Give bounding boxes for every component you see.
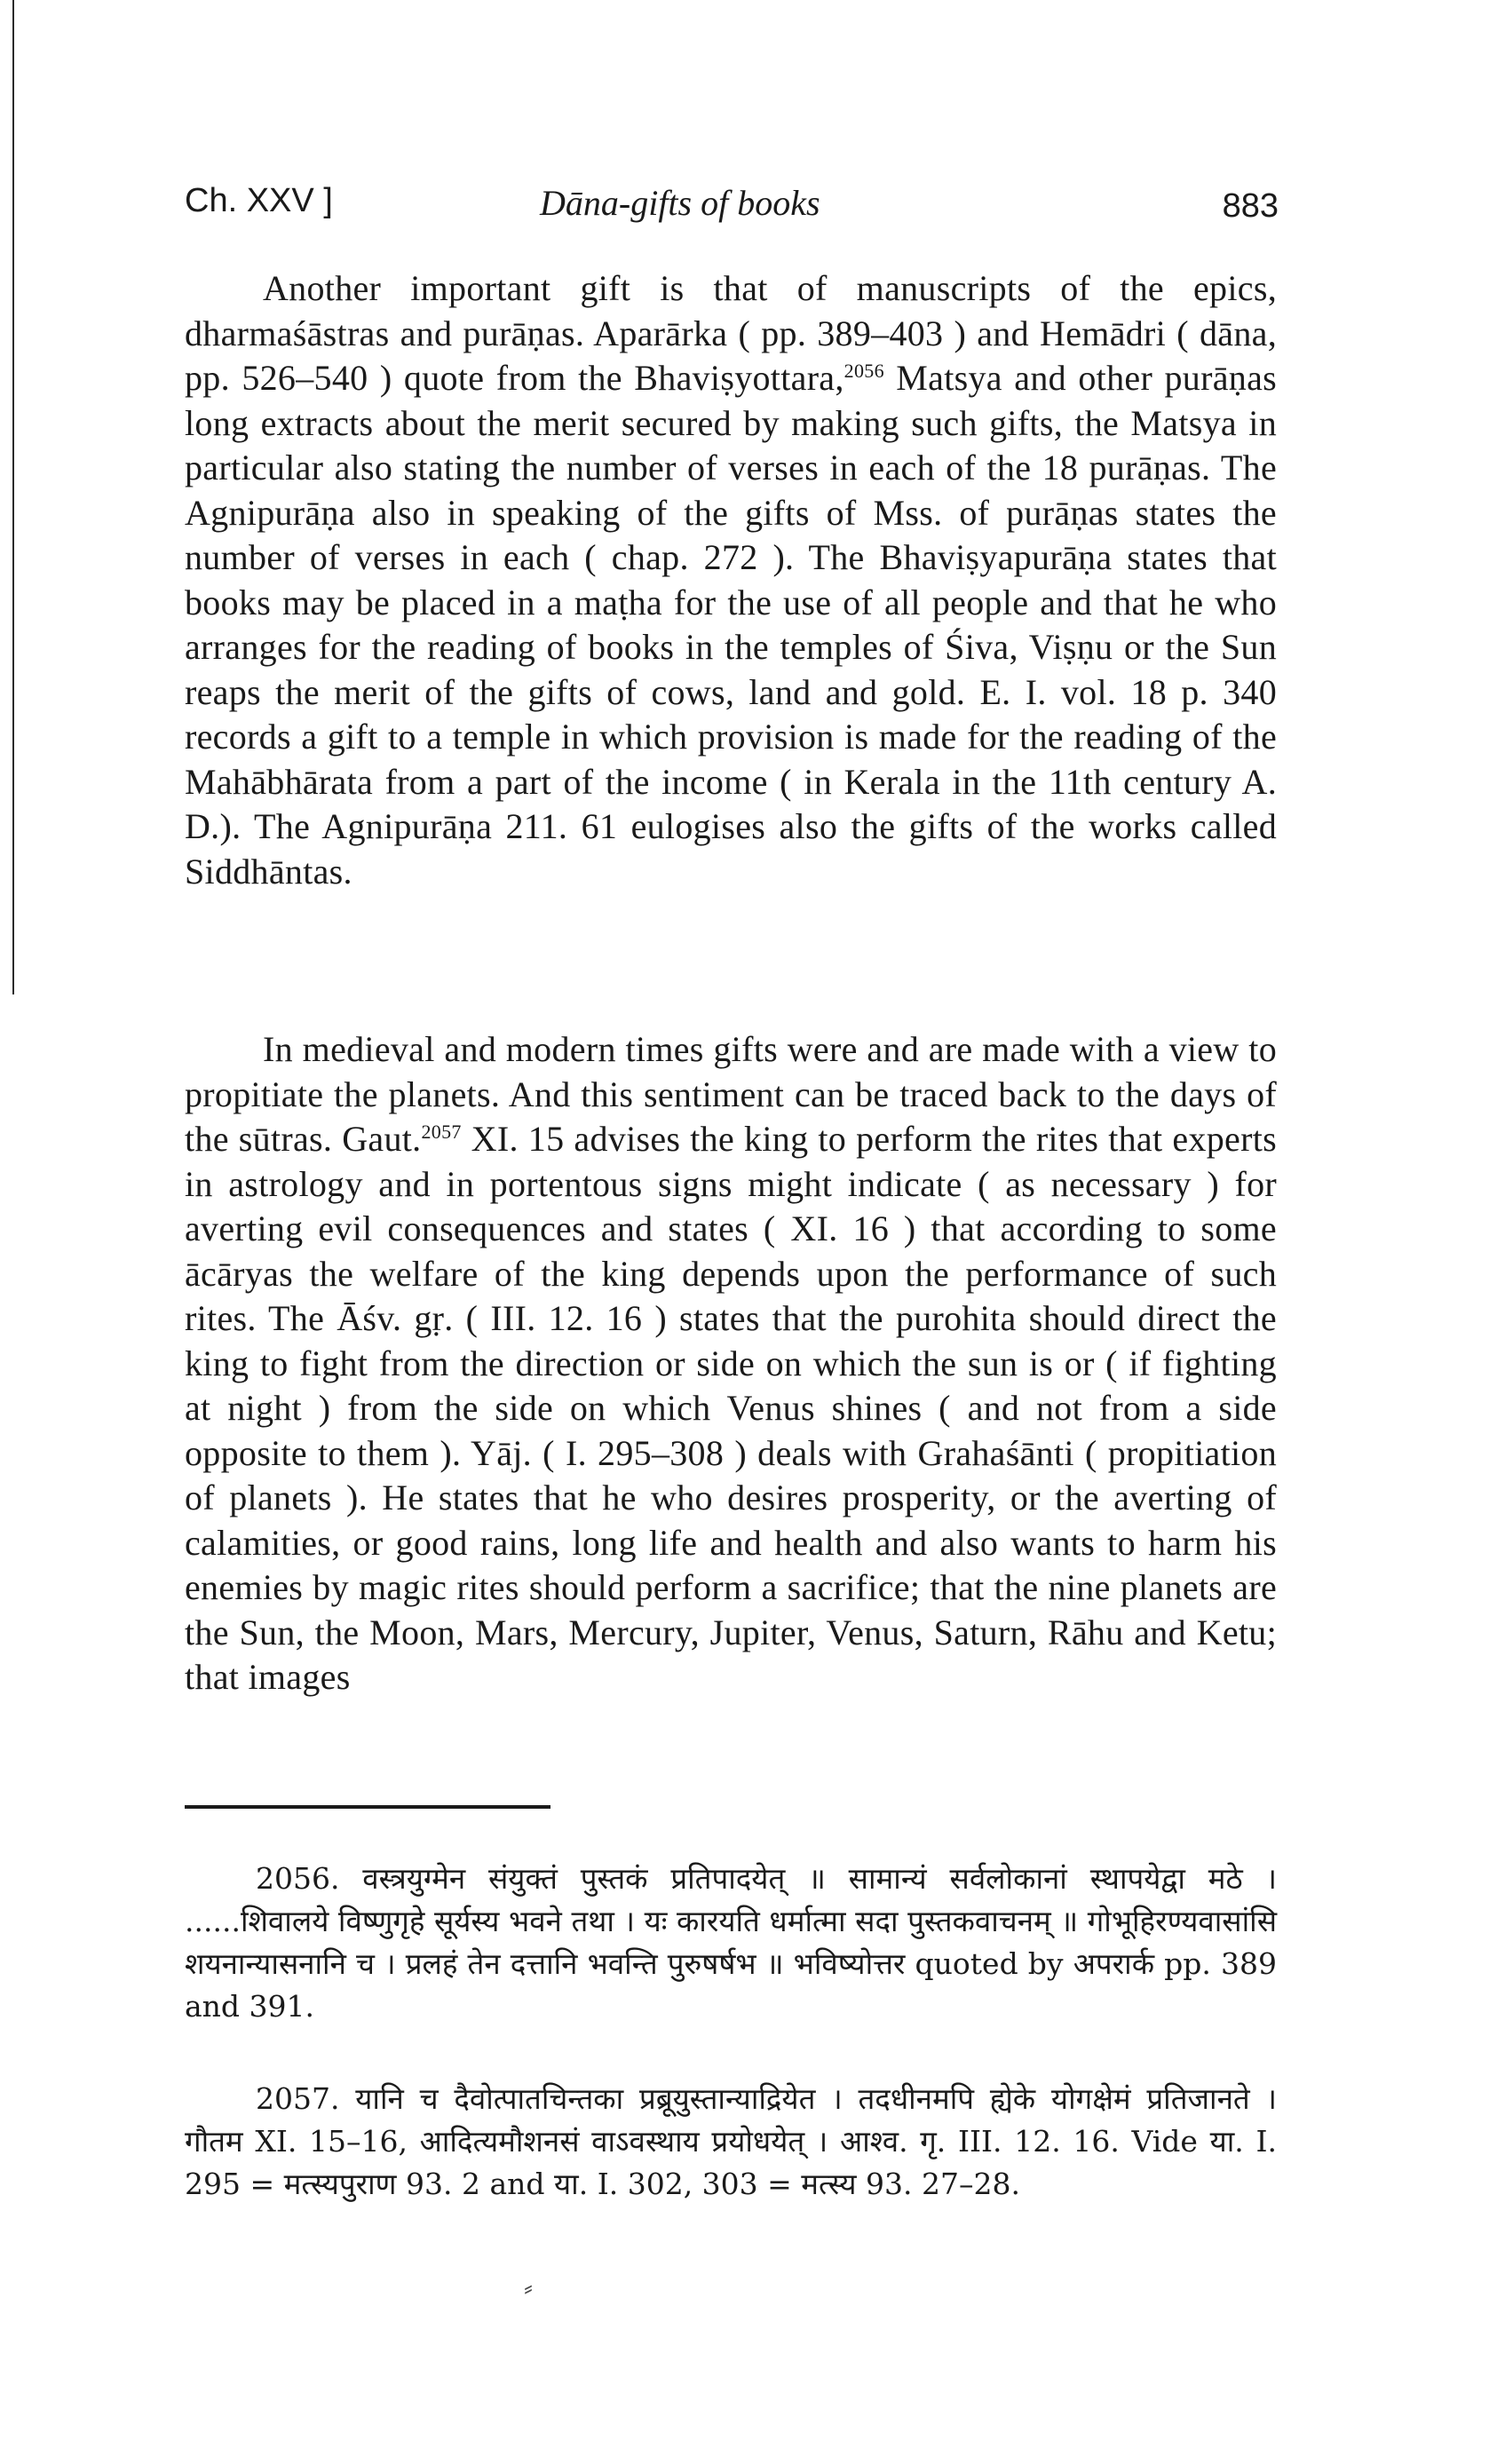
chapter-label: Ch. XXV ]	[185, 182, 333, 219]
paragraph-gifts-of-manuscripts	[185, 266, 1277, 894]
running-title: Dāna-gifts of books	[540, 183, 820, 223]
page-left-edge-line	[12, 0, 14, 994]
paragraph-text: In medieval and modern times gifts were and are made with a view to propitiate the planets. And this sentiment can be traced back to the days of the sūtras. Gaut.	[185, 1029, 1277, 1159]
stray-ink-mark: ⸗	[524, 2273, 533, 2302]
page-header	[185, 182, 1305, 235]
paragraph-text: Another important gift is that of manuscripts of the epics, dharmaśāstras and purāṇas. Aparārka ( pp. 389–403 ) and Hemādri ( dāna, pp. 526–540 ) quote from the Bhaviṣyottara,	[185, 268, 1277, 398]
footnote-separator	[185, 1805, 550, 1809]
footnote-2057: 2057. यानि च दैवोत्पातचिन्तका प्रब्रूयुस्तान्याद्रियेत । तदधीनमपि ह्येके योगक्षेमं प्रतिजानते । गौतम XI. 15–16, आदित्यमौशनसं वाऽवस्थाय प्रयोधयेत् । आश्व. गृ. III. 12. 16. Vide या. I. 295 = मत्स्यपुराण 93. 2 and या. I. 302, 303 = मत्स्य 93. 27–28.	[185, 2081, 1277, 2201]
paragraph-text: Matsya and other purāṇas long extracts about the merit secured by making such gifts, the Matsya in particular also stating the number of verses in each of the 18 purāṇas. The Agnipurāṇa also in speaking of the gifts of Mss. of purāṇas states the number of verses in each ( chap. 272 ). The Bhaviṣyapurāṇa states that books may be placed in a maṭha for the use of all people and that he who arranges for the reading of books in the temples of Śiva, Viṣṇu or the Sun reaps the merit of the gifts of cows, land and gold. E. I. vol. 18 p. 340 records a gift to a temple in which provision is made for the reading of the Mahābhārata from a part of the income ( in Kerala in the 11th century A. D.). The Agnipurāṇa 211. 61 eulogises also the gifts of the works called Siddhāntas.	[185, 358, 1277, 891]
paragraph-text: XI. 15 advises the king to perform the rites that experts in astrology and in portentous signs might indicate ( as necessary ) for averting evil consequences and states ( XI. 16 ) that according to some ācāryas the welfare of the king depends upon the performance of such rites. The Āśv. gṛ. ( III. 12. 16 ) states that the purohita should direct the king to fight from the direction or side on which the sun is or ( if fighting at night ) from the side on which Venus shines ( and not from a side opposite to them ). Yāj. ( I. 295–308 ) deals with Grahaśānti ( propitiation of planets ). He states that he who desires prosperity, or the averting of calamities, or good rains, long life and health and also wants to harm his enemies by magic rites should perform a sacrifice; that the nine planets are the Sun, the Moon, Mars, Mercury, Jupiter, Venus, Saturn, Rāhu and Ketu; that images	[185, 1119, 1277, 1697]
footnote-reference-2057[interactable]: 2057	[421, 1121, 462, 1143]
footnote-reference-2056[interactable]: 2056	[844, 360, 884, 382]
page-number: 883	[1222, 187, 1279, 225]
footnote-2056: 2056. वस्त्रयुग्मेन संयुक्तं पुस्तकं प्रतिपादयेत् ॥ सामान्यं सर्वलोकानां स्थापयेद्वा मठे । ......शिवालये विष्णुगृहे सूर्यस्य भवने तथा । यः कारयति धर्मात्मा सदा पुस्तकवाचनम् ॥ गोभूहिरण्यवासांसि शयनान्यासनानि च । प्रलहं तेन दत्तानि भवन्ति पुरुषर्षभ ॥ भविष्योत्तर quoted by अपरार्क pp. 389 and 391.	[185, 1861, 1277, 2024]
paragraph-planetary-propitiation	[185, 1027, 1277, 1700]
